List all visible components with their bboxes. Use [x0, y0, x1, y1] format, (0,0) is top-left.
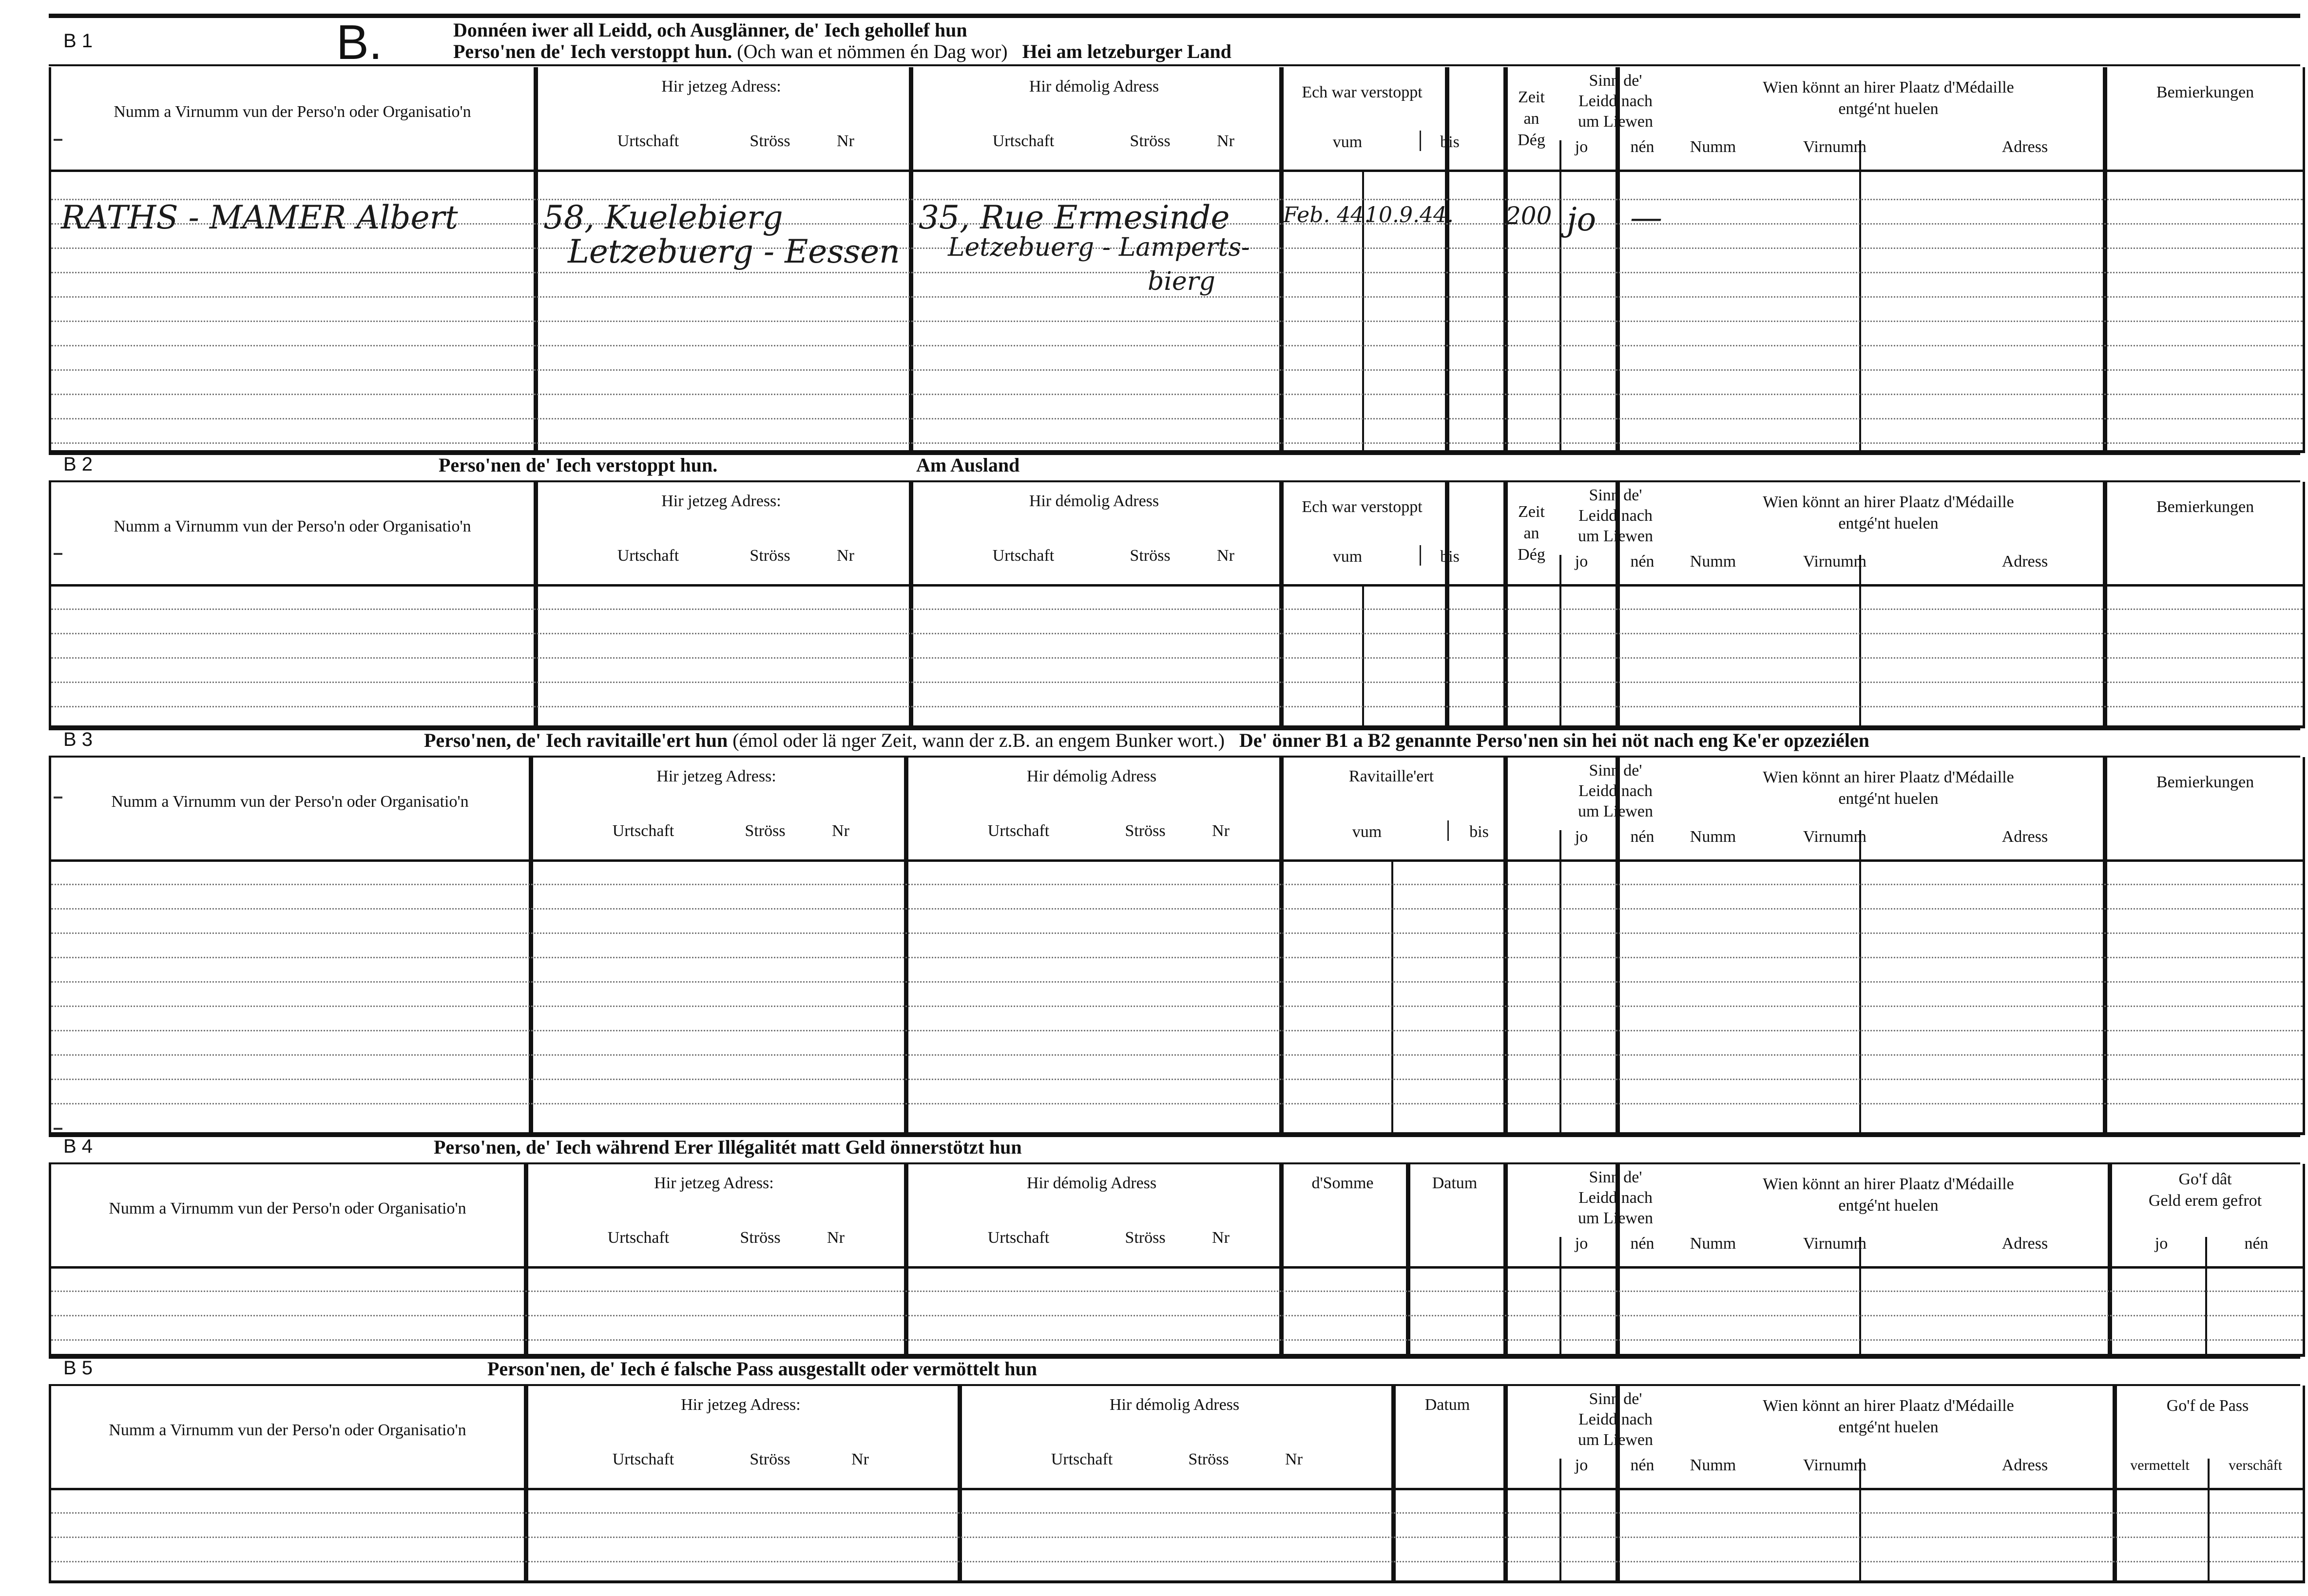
table-b1: [49, 67, 2305, 453]
header-alive-3: um Liewen: [1578, 802, 1653, 820]
header-street: Ströss: [740, 1229, 781, 1247]
header-former-address: Hir démolig Adress: [1029, 492, 1159, 510]
header-supplied: Ravitaille'ert: [1348, 767, 1434, 785]
section-title: Perso'nen, de' Iech während Erer Illégalitét matt Geld önnerstötzt hun: [434, 1136, 1022, 1158]
header-name: Numm a Virnumm vun der Perso'n oder Organisatio'n: [109, 1421, 466, 1439]
header-no: nén: [1630, 552, 1654, 570]
col-divider: [1859, 555, 1861, 725]
header-alive-3: um Liewen: [1578, 1431, 1653, 1449]
header-locality: Urtschaft: [612, 822, 674, 840]
header-locality: Urtschaft: [987, 1229, 1050, 1247]
header-yes: jo: [2154, 1235, 2168, 1253]
header-remarks: Bemierkungen: [2156, 83, 2254, 101]
header-alive-2: Leidd nach: [1578, 1189, 1653, 1207]
section-b1: [49, 10, 2300, 454]
header-current-address: Hir jetzeg Adress:: [661, 77, 781, 95]
header-number: Nr: [1217, 132, 1234, 150]
title-normal: (émol oder lä nger Zeit, wann der z.B. an engem Bunker wort.): [732, 729, 1225, 751]
header-sum: d'Somme: [1311, 1174, 1374, 1192]
header-number: Nr: [827, 1229, 845, 1247]
col-divider: [1559, 140, 1561, 450]
header-alive-2: Leidd nach: [1578, 1410, 1653, 1428]
header-from: vum: [1352, 823, 1382, 841]
header-rule: [51, 170, 2303, 172]
header-number: Nr: [1212, 822, 1230, 840]
header-from: vum: [1332, 548, 1363, 566]
section-b2: [49, 451, 2300, 728]
handwritten-current-address-1: 58, Kuelebierg: [543, 199, 783, 236]
header-days-2: an: [1523, 524, 1539, 542]
header-from: vum: [1332, 133, 1363, 151]
section-title-line2: [453, 40, 1231, 63]
handwritten-former-address-1: 35, Rue Ermesinde: [919, 199, 1230, 236]
subheader-divider: [1420, 131, 1421, 151]
header-to: bis: [1440, 548, 1460, 566]
col-divider: [534, 482, 538, 725]
header-firstname: Virnumm: [1803, 1456, 1867, 1474]
header-number: Nr: [837, 132, 854, 150]
handwritten-current-address-2: Letzebuerg - Eessen: [568, 233, 900, 270]
col-divider: [1445, 482, 1449, 725]
title-note: De' önner B1 a B2 genannte Perso'nen sin hei nöt nach eng Ke'er opzeziélen: [1239, 729, 1869, 751]
section-code: B 4: [63, 1136, 93, 1157]
form-page: [49, 10, 2300, 1588]
section-place: Am Ausland: [916, 454, 1020, 476]
header-number: Nr: [851, 1450, 869, 1468]
section-code: B 2: [63, 454, 93, 475]
header-street: Ströss: [1125, 1229, 1166, 1247]
header-no: nén: [1630, 1235, 1654, 1253]
col-divider: [1503, 1164, 1508, 1354]
header-current-address: Hir jetzeg Adress:: [661, 492, 781, 510]
col-divider: [2103, 67, 2107, 450]
header-street: Ströss: [1188, 1450, 1229, 1468]
header-number: Nr: [832, 822, 849, 840]
col-divider: [1362, 584, 1364, 725]
header-current-address: Hir jetzeg Adress:: [654, 1174, 774, 1192]
header-alive-1: Sinn de': [1589, 72, 1642, 90]
header-yes: jo: [1575, 552, 1588, 570]
header-number: Nr: [1217, 547, 1234, 565]
header-street: Ströss: [1130, 132, 1171, 150]
header-street: Ströss: [750, 547, 790, 565]
header-alive-1: Sinn de': [1589, 761, 1642, 779]
title-bold: Perso'nen, de' Iech ravitaille'ert hun: [424, 729, 728, 751]
header-days-3: Dég: [1518, 131, 1545, 149]
header-locality: Urtschaft: [987, 822, 1050, 840]
header-address: Adress: [2001, 1456, 2048, 1474]
header-rule: [51, 1488, 2303, 1490]
col-divider: [1859, 1237, 1861, 1354]
col-divider: [2205, 1237, 2207, 1354]
header-medal-1: Wien könnt an hirer Plaatz d'Médaille: [1763, 1175, 2014, 1193]
header-hidden: Ech war verstoppt: [1302, 498, 1423, 516]
section-title-line1: Donnéen iwer all Leidd, och Ausglänner, de' Iech gehollef hun: [453, 19, 967, 41]
col-divider: [904, 757, 908, 1132]
header-locality: Urtschaft: [992, 547, 1055, 565]
header-medal-1: Wien könnt an hirer Plaatz d'Médaille: [1763, 493, 2014, 511]
header-to: bis: [1440, 133, 1460, 151]
header-current-address: Hir jetzeg Adress:: [656, 767, 776, 785]
section-code: B 1: [63, 30, 93, 52]
section-title: Person'nen, de' Iech é falsche Pass ausgestallt oder vermöttelt hun: [487, 1358, 1038, 1380]
header-surname: Numm: [1690, 552, 1736, 570]
header-rule: [51, 584, 2303, 587]
header-firstname: Virnumm: [1803, 828, 1867, 846]
header-street: Ströss: [750, 1450, 790, 1468]
handwritten-former-address-2: Letzebuerg - Lamperts-: [948, 233, 1250, 262]
section-header: [49, 1133, 2300, 1164]
col-divider: [909, 67, 913, 450]
section-title: Perso'nen de' Iech verstoppt hun.: [439, 454, 718, 476]
header-medal-2: entgé'nt huelen: [1838, 1197, 1939, 1215]
header-medal-1: Wien könnt an hirer Plaatz d'Médaille: [1763, 1397, 2014, 1415]
header-alive-2: Leidd nach: [1578, 92, 1653, 110]
section-title: [424, 729, 1869, 752]
header-locality: Urtschaft: [607, 1229, 670, 1247]
col-divider: [1559, 555, 1561, 725]
header-locality: Urtschaft: [612, 1450, 674, 1468]
header-yes: jo: [1575, 138, 1588, 156]
header-alive-1: Sinn de': [1589, 1168, 1642, 1186]
header-hidden: Ech war verstoppt: [1302, 83, 1423, 101]
section-b5: [49, 1354, 2300, 1583]
col-divider: [2103, 482, 2107, 725]
title-bold: Perso'nen de' Iech verstoppt hun.: [453, 40, 732, 62]
header-former-address: Hir démolig Adress: [1029, 77, 1159, 95]
header-remarks: Bemierkungen: [2156, 773, 2254, 791]
handwritten-alive-yes: jo: [1567, 201, 1596, 238]
header-number: Nr: [837, 547, 854, 565]
col-divider: [1859, 140, 1861, 450]
col-divider: [1503, 757, 1508, 1132]
handwritten-name: RATHS - MAMER Albert: [61, 199, 458, 236]
header-rule: [51, 1266, 2303, 1269]
header-street: Ströss: [750, 132, 790, 150]
header-gave-pass: Go'f de Pass: [2166, 1397, 2249, 1415]
header-gave-money-2: Geld erem gefrot: [2148, 1192, 2262, 1210]
header-medal-2: entgé'nt huelen: [1838, 514, 1939, 532]
header-remarks: Bemierkungen: [2156, 498, 2254, 516]
col-divider: [1559, 1237, 1561, 1354]
header-no: nén: [1630, 828, 1654, 846]
subheader-divider: [1447, 820, 1449, 841]
header-medal-1: Wien könnt an hirer Plaatz d'Médaille: [1763, 768, 2014, 786]
table-b4: [49, 1164, 2305, 1357]
header-street: Ströss: [1130, 547, 1171, 565]
header-yes: jo: [1575, 828, 1588, 846]
header-medal-2: entgé'nt huelen: [1838, 790, 1939, 808]
header-locality: Urtschaft: [992, 132, 1055, 150]
section-b4: [49, 1133, 2300, 1357]
header-firstname: Virnumm: [1803, 138, 1867, 156]
header-firstname: Virnumm: [1803, 1235, 1867, 1253]
header-street: Ströss: [1125, 822, 1166, 840]
header-surname: Numm: [1690, 138, 1736, 156]
header-address: Adress: [2001, 1235, 2048, 1253]
table-b3: [49, 757, 2305, 1135]
header-date: Datum: [1424, 1396, 1470, 1414]
col-divider: [529, 757, 533, 1132]
header-locality: Urtschaft: [617, 132, 679, 150]
section-b3: [49, 726, 2300, 1135]
header-alive-1: Sinn de': [1589, 486, 1642, 504]
header-name: Numm a Virnumm vun der Perso'n oder Organisatio'n: [114, 517, 471, 535]
col-divider: [1279, 67, 1284, 450]
header-to: bis: [1469, 823, 1489, 841]
handwritten-to: 10.9.44.: [1365, 203, 1454, 228]
header-medal-2: entgé'nt huelen: [1838, 1418, 1939, 1436]
header-street: Ströss: [745, 822, 786, 840]
header-gave-money-1: Go'f dât: [2178, 1170, 2232, 1188]
col-divider: [1445, 67, 1449, 450]
header-address: Adress: [2001, 138, 2048, 156]
header-firstname: Virnumm: [1803, 552, 1867, 570]
header-surname: Numm: [1690, 828, 1736, 846]
header-address: Adress: [2001, 828, 2048, 846]
handwritten-from: Feb. 44.: [1283, 203, 1371, 228]
header-name: Numm a Virnumm vun der Perso'n oder Organisatio'n: [111, 793, 469, 811]
header-yes: jo: [1575, 1235, 1588, 1253]
header-yes: jo: [1575, 1456, 1588, 1474]
header-medal-1: Wien könnt an hirer Plaatz d'Médaille: [1763, 78, 2014, 96]
section-header: [49, 451, 2300, 482]
subheader-divider: [1420, 545, 1421, 566]
section-code: B 5: [63, 1357, 93, 1379]
header-name: Numm a Virnumm vun der Perso'n oder Organisatio'n: [114, 103, 471, 121]
header-former-address: Hir démolig Adress: [1026, 1174, 1157, 1192]
header-name: Numm a Virnumm vun der Perso'n oder Organisatio'n: [109, 1199, 466, 1217]
header-alive-3: um Liewen: [1578, 527, 1653, 545]
header-days-1: Zeit: [1518, 503, 1545, 521]
header-former-address: Hir démolig Adress: [1026, 767, 1157, 785]
header-days-1: Zeit: [1518, 88, 1545, 106]
header-obtained: verschâft: [2229, 1457, 2282, 1473]
table-b5: [49, 1386, 2305, 1583]
header-mediated: vermettelt: [2130, 1457, 2190, 1473]
header-surname: Numm: [1690, 1456, 1736, 1474]
header-former-address: Hir démolig Adress: [1109, 1396, 1240, 1414]
title-normal: (Och wan et nömmen én Dag wor): [737, 40, 1008, 62]
handwritten-former-address-3: bierg: [1148, 267, 1215, 296]
header-no: nén: [1630, 138, 1654, 156]
col-divider: [909, 482, 913, 725]
header-number: Nr: [1285, 1450, 1303, 1468]
col-divider: [2103, 757, 2107, 1132]
header-days-3: Dég: [1518, 546, 1545, 564]
header-medal-2: entgé'nt huelen: [1838, 100, 1939, 118]
header-surname: Numm: [1690, 1235, 1736, 1253]
col-divider: [1279, 757, 1284, 1132]
col-divider: [1391, 859, 1393, 1132]
header-alive-2: Leidd nach: [1578, 782, 1653, 800]
section-code: B 3: [63, 729, 93, 750]
table-b2: [49, 482, 2305, 728]
header-no: nén: [2244, 1235, 2269, 1253]
header-alive-3: um Liewen: [1578, 1209, 1653, 1227]
header-address: Adress: [2001, 552, 2048, 570]
header-alive-3: um Liewen: [1578, 113, 1653, 131]
header-alive-2: Leidd nach: [1578, 507, 1653, 525]
col-divider: [1279, 482, 1284, 725]
header-no: nén: [1630, 1456, 1654, 1474]
section-letter: B.: [336, 15, 383, 70]
handwritten-alive-no: —: [1630, 199, 1662, 236]
col-divider: [1503, 1386, 1508, 1580]
title-place: Hei am letzeburger Land: [1022, 40, 1231, 62]
header-locality: Urtschaft: [1051, 1450, 1113, 1468]
handwritten-days: 200: [1505, 202, 1552, 230]
header-current-address: Hir jetzeg Adress:: [681, 1396, 801, 1414]
header-locality: Urtschaft: [617, 547, 679, 565]
header-days-2: an: [1523, 110, 1539, 128]
header-rule: [51, 859, 2303, 862]
header-alive-1: Sinn de': [1589, 1390, 1642, 1408]
header-date: Datum: [1432, 1174, 1478, 1192]
section-header: [49, 1354, 2300, 1386]
col-divider: [534, 67, 538, 450]
header-number: Nr: [1212, 1229, 1230, 1247]
